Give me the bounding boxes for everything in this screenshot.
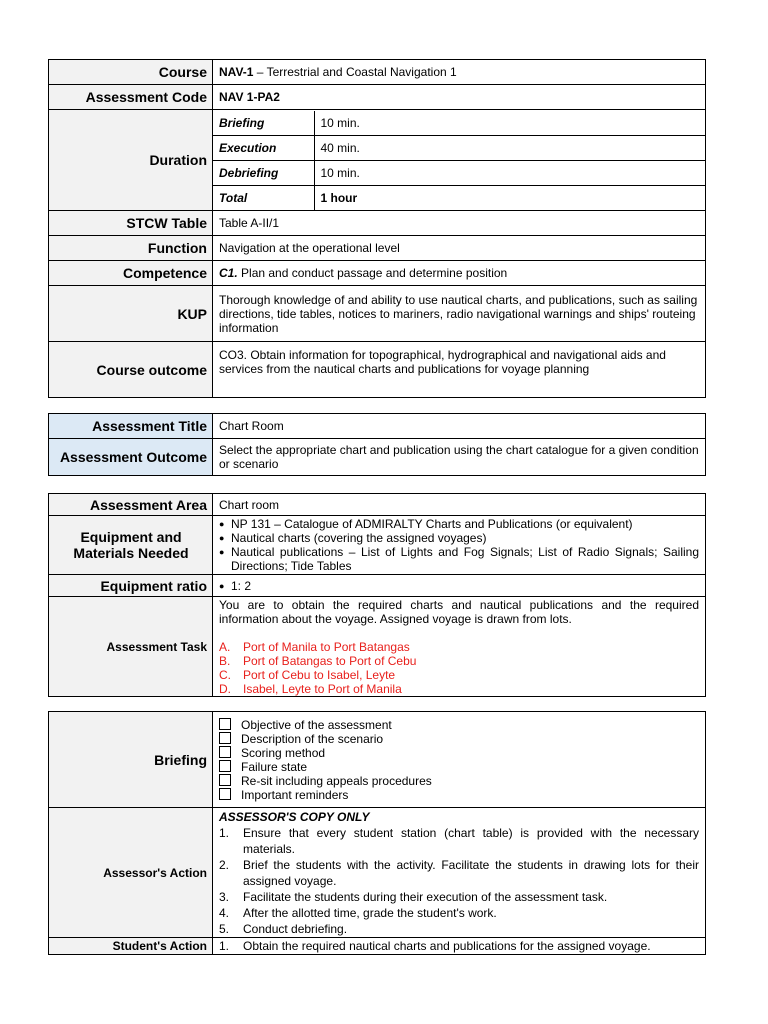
voyage-item	[219, 668, 699, 682]
voyage-item	[219, 682, 699, 696]
duration-row	[213, 185, 705, 210]
function-value: Navigation at the operational level	[213, 236, 706, 261]
stcw-value: Table A-II/1	[213, 211, 706, 236]
kup-value: Thorough knowledge of and ability to use nautical charts, and publications, such as sailing directions, tide tables, notices to mariners, radio navigational warnings and ships' routeing information	[213, 286, 706, 342]
checklist-item-label: Important reminders	[241, 787, 349, 802]
voyage-letter: B.	[219, 654, 231, 668]
student-action-cell	[213, 938, 706, 955]
list-number: 1.	[219, 826, 230, 840]
assessment-task-intro: You are to obtain the required charts and nautical publications and the required information about the voyage. Assigned voyage is drawn from lots.	[219, 598, 699, 626]
briefing-label: Briefing	[49, 712, 213, 808]
checkbox-icon	[219, 718, 231, 730]
stcw-label: STCW Table	[49, 211, 213, 236]
voyage-item	[219, 640, 699, 654]
voyage-text: Port of Manila to Port Batangas	[243, 640, 410, 654]
equipment-list	[219, 517, 699, 573]
checklist-item-label: Description of the scenario	[241, 731, 384, 746]
equipment-ratio-cell	[213, 575, 706, 597]
list-item	[219, 857, 699, 889]
list-text: Facilitate the students during their execution of the assessment task.	[243, 890, 608, 904]
list-text: Conduct debriefing.	[243, 922, 348, 936]
equipment-ratio-list	[219, 579, 699, 593]
assessment-task-cell	[213, 597, 706, 697]
checkbox-icon	[219, 788, 231, 800]
duration-row-label: Total	[213, 185, 314, 210]
duration-table	[213, 111, 705, 210]
course-value	[213, 60, 706, 85]
assessment-area-label: Assessment Area	[49, 494, 213, 516]
student-action-list	[219, 939, 699, 954]
duration-row-label: Briefing	[213, 111, 314, 136]
course-title: – Terrestrial and Coastal Navigation 1	[253, 65, 457, 79]
voyage-letter: C.	[219, 668, 231, 682]
duration-cell	[213, 110, 706, 211]
assessment-info-table	[48, 413, 706, 476]
list-item: ● NP 131 – Catalogue of ADMIRALTY Charts and Publications (or equivalent)	[219, 517, 699, 531]
assessor-action-label: Assessor's Action	[49, 808, 213, 938]
course-outcome-value: CO3. Obtain information for topographical, hydrographical and navigational aids and services from the nautical charts and publications for voyage planning	[213, 342, 706, 398]
list-item	[219, 905, 699, 921]
voyage-item	[219, 654, 699, 668]
function-label: Function	[49, 236, 213, 261]
list-text: Brief the students with the activity. Facilitate the students in drawing lots for their assigned voyage.	[243, 858, 699, 888]
student-action-label: Student's Action	[49, 938, 213, 955]
duration-row-value: 40 min.	[314, 135, 705, 160]
list-item	[219, 889, 699, 905]
list-item: ● Nautical publications – List of Lights and Fog Signals; List of Radio Signals; Sailing Directions; Tide Tables	[219, 545, 699, 573]
voyage-text: Port of Batangas to Port of Cebu	[243, 654, 417, 668]
duration-row	[213, 160, 705, 185]
list-item	[219, 939, 699, 954]
equipment-ratio-label: Equipment ratio	[49, 575, 213, 597]
checkbox-icon	[219, 760, 231, 772]
course-label: Course	[49, 60, 213, 85]
equipment-label-line-2: Materials Needed	[73, 545, 189, 561]
assessor-action-list	[219, 825, 699, 937]
competence-text: Plan and conduct passage and determine position	[237, 266, 508, 280]
assessment-outcome-label: Assessment Outcome	[49, 439, 213, 476]
duration-row-value: 1 hour	[320, 190, 358, 205]
briefing-checklist	[213, 712, 706, 808]
competence-label: Competence	[49, 261, 213, 286]
list-item: ● Nautical charts (covering the assigned voyages)	[219, 531, 699, 545]
briefing-table	[48, 711, 706, 955]
competence-code: C1.	[219, 266, 238, 280]
assessment-outcome-value: Select the appropriate chart and publication using the chart catalogue for a given condition or scenario	[213, 439, 706, 476]
competence-value	[213, 261, 706, 286]
equipment-list-cell	[213, 516, 706, 575]
list-item	[219, 825, 699, 857]
voyage-text: Isabel, Leyte to Port of Manila	[243, 682, 402, 696]
duration-row	[213, 135, 705, 160]
voyage-text: Port of Cebu to Isabel, Leyte	[243, 668, 396, 682]
list-number: 5.	[219, 922, 230, 936]
course-info-table	[48, 59, 706, 398]
assessor-copy-heading: ASSESSOR'S COPY ONLY	[219, 810, 370, 824]
list-number: 3.	[219, 890, 230, 904]
voyage-letter: A.	[219, 640, 231, 654]
equipment-label	[49, 516, 213, 575]
assessment-area-value: Chart room	[213, 494, 706, 516]
equipment-ratio-value: ● 1: 2	[219, 579, 699, 593]
checklist-item	[219, 732, 699, 746]
assessment-code-value: NAV 1-PA2	[213, 85, 706, 110]
assessment-area-table	[48, 493, 706, 697]
checklist-item	[219, 718, 699, 732]
checklist-item	[219, 760, 699, 774]
checkbox-icon	[219, 746, 231, 758]
checkbox-icon	[219, 774, 231, 786]
kup-label: KUP	[49, 286, 213, 342]
list-number: 2.	[219, 858, 230, 872]
checklist-item-label: Objective of the assessment	[241, 717, 392, 732]
course-outcome-label: Course outcome	[49, 342, 213, 398]
list-text: Ensure that every student station (chart table) is provided with the necessary materials.	[243, 826, 699, 856]
list-number: 4.	[219, 906, 230, 920]
list-item	[219, 921, 699, 937]
list-text: Obtain the required nautical charts and publications for the assigned voyage.	[243, 938, 651, 953]
list-text: After the allotted time, grade the student's work.	[243, 906, 497, 920]
course-code: NAV-1	[219, 65, 254, 79]
assessor-action-cell	[213, 808, 706, 938]
duration-row-value: 10 min.	[314, 160, 705, 185]
equipment-label-line-1: Equipment and	[80, 529, 182, 545]
duration-row-label: Execution	[213, 135, 314, 160]
checklist-item	[219, 788, 699, 802]
duration-row-value: 10 min.	[314, 111, 705, 136]
checklist-item-label: Failure state	[241, 759, 308, 774]
checklist-item	[219, 774, 699, 788]
duration-row	[213, 111, 705, 136]
list-number: 1.	[219, 938, 230, 953]
checklist-item	[219, 746, 699, 760]
assessment-code-label: Assessment Code	[49, 85, 213, 110]
checklist-item-label: Scoring method	[241, 745, 326, 760]
checklist-item-label: Re-sit including appeals procedures	[241, 773, 432, 788]
checkbox-icon	[219, 732, 231, 744]
assessment-title-value: Chart Room	[213, 414, 706, 439]
assessment-title-label: Assessment Title	[49, 414, 213, 439]
voyage-letter: D.	[219, 682, 231, 696]
assessment-task-label: Assessment Task	[49, 597, 213, 697]
duration-label: Duration	[49, 110, 213, 211]
duration-row-label: Debriefing	[213, 160, 314, 185]
